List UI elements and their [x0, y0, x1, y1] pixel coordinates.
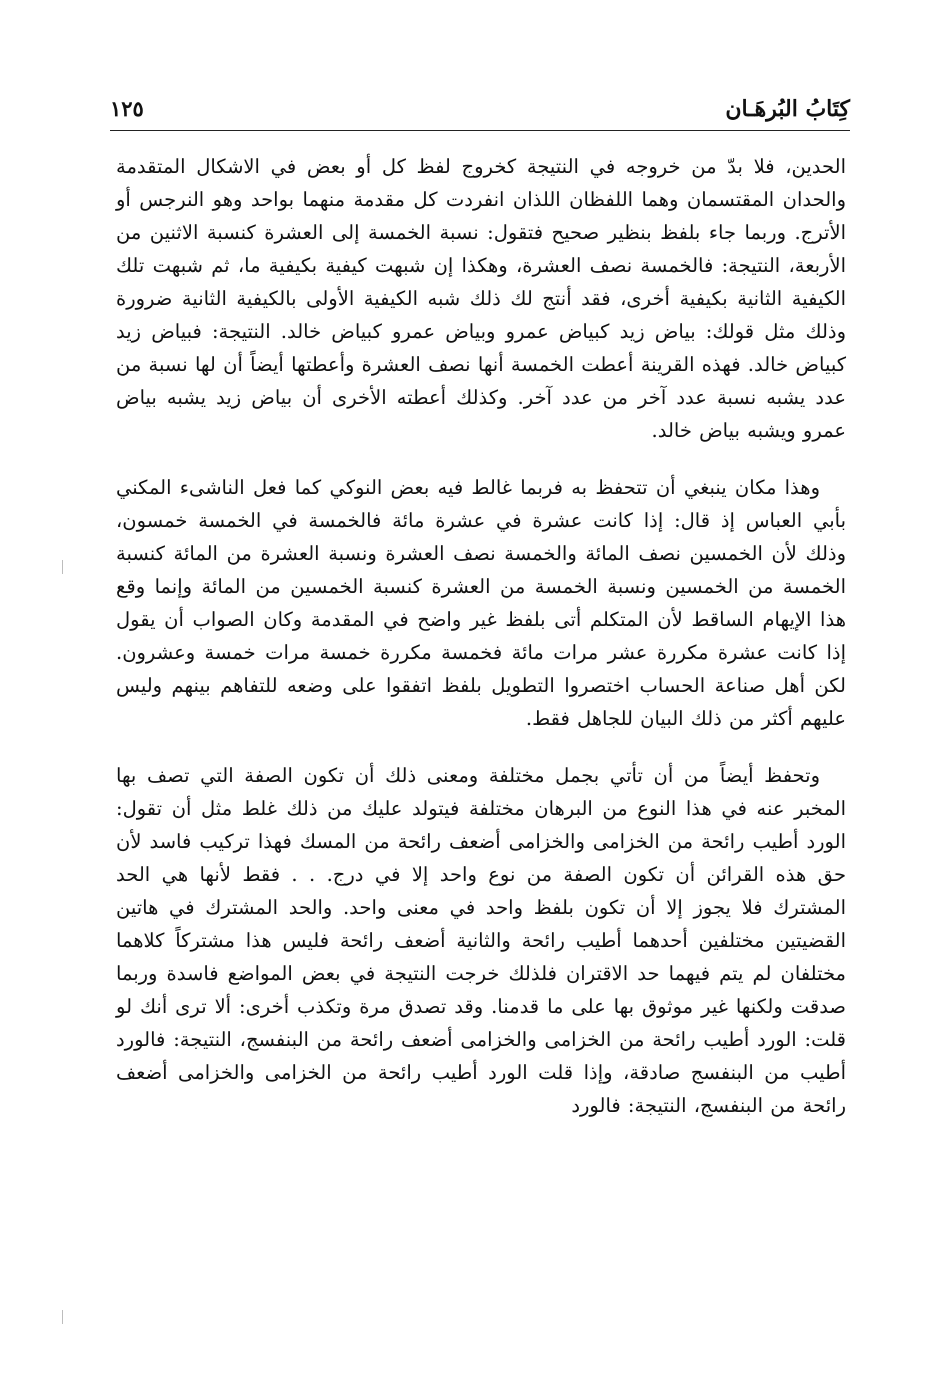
page-header: [110, 88, 850, 128]
paragraph: الحدين، فلا بدّ من خروجه في النتيجة كخروج لفظ كل أو بعض في الاشكال المتقدمة والحدان المقتسمان وهما اللفظان اللذان انفردت كل مقدمة منهما بواحد وهو النرجس أو الأترج. وربما جاء بلفظ بنظير صحيح فتقول: نسبة الخمسة إلى العشرة كنسبة الاثنين من الأربعة، النتيجة: فالخمسة نصف العشرة، وهكذا إن شبهت كيفية بكيفية ما، ثم شبهت تلك الكيفية الثانية بكيفية أخرى، فقد أنتج لك ذلك شبه الكيفية الأولى بالكيفية الثانية ضرورة وذلك مثل قولك: بياض زيد كبياض عمرو وبياض عمرو كبياض خالد. النتيجة: فبياض زيد كبياض خالد. فهذه القرينة أعطت الخمسة أنها نصف العشرة وأعطتها أيضاً أن لها نسبة من عدد يشبه نسبة عدد آخر من عدد آخر. وكذلك أعطته الأخرى أن بياض زيد يشبه بياض عمرو ويشبه بياض خالد.: [116, 155, 846, 442]
page-number: ١٢٥: [110, 96, 144, 121]
margin-mark: [62, 1310, 63, 1324]
margin-mark: [62, 560, 63, 574]
body-text: [116, 150, 846, 1122]
running-title: كِتَابُ البُرهَـان: [725, 96, 850, 122]
paragraph: وهذا مكان ينبغي أن تتحفظ به فربما غالط فيه بعض النوكي كما فعل الناشىء المكني بأبي العباس إذ قال: إذا كانت عشرة في عشرة مائة فالخمسة في الخمسة خمسون، وذلك لأن الخمسين نصف المائة والخمسة نصف العشرة ونسبة العشرة من المائة كنسبة الخمسة من الخمسين ونسبة الخمسة من العشرة كنسبة الخمسين من المائة وإنما وقع هذا الإيهام الساقط لأن المتكلم أتى بلفظ غير واضح في المقدمة وكان الصواب أن يقول إذا كانت عشرة مكررة عشر مرات مائة فخمسة مكررة خمسة مرات خمسة وعشرون. لكن أهل صناعة الحساب اختصروا التطويل بلفظ اتفقوا على وضعه للتفاهم بينهم وليس عليهم أكثر من ذلك البيان للجاهل فقط.: [116, 476, 846, 730]
header-rule: [110, 130, 850, 131]
paragraph: وتحفظ أيضاً من أن تأتي بجمل مختلفة ومعنى ذلك أن تكون الصفة التي تصف بها المخبر عنه في هذا النوع من البرهان مختلفة فيتولد عليك من ذلك غلط مثل أن تقول: الورد أطيب رائحة من الخزامى والخزامى أضعف رائحة من المسك فهذا تركيب فاسد لأن حق هذه القرائن أن تكون الصفة من نوع واحد إلا في درج. . . فقط لأنها هي الحد المشترك فلا يجوز إلا أن تكون بلفظ واحد في معنى واحد. والحد المشترك في هاتين القضيتين مختلفين أحدهما أطيب رائحة والثانية أضعف رائحة فليس هذا مشتركاً كلاهما مختلفان لم يتم فيهما حد الاقتران فلذلك خرجت النتيجة في بعض المواضع فاسدة وربما صدقت ولكنها غير موثوق بها على ما قدمنا. وقد تصدق مرة وتكذب أخرى: ألا ترى أنك لو قلت: الورد أطيب رائحة من الخزامى والخزامى أضعف رائحة من البنفسج، النتيجة: فالورد أطيب من البنفسج صادقة، وإذا قلت الورد أطيب رائحة من الخزامى والخزامى أضعف رائحة من البنفسج، النتيجة: فالورد: [116, 764, 846, 1117]
